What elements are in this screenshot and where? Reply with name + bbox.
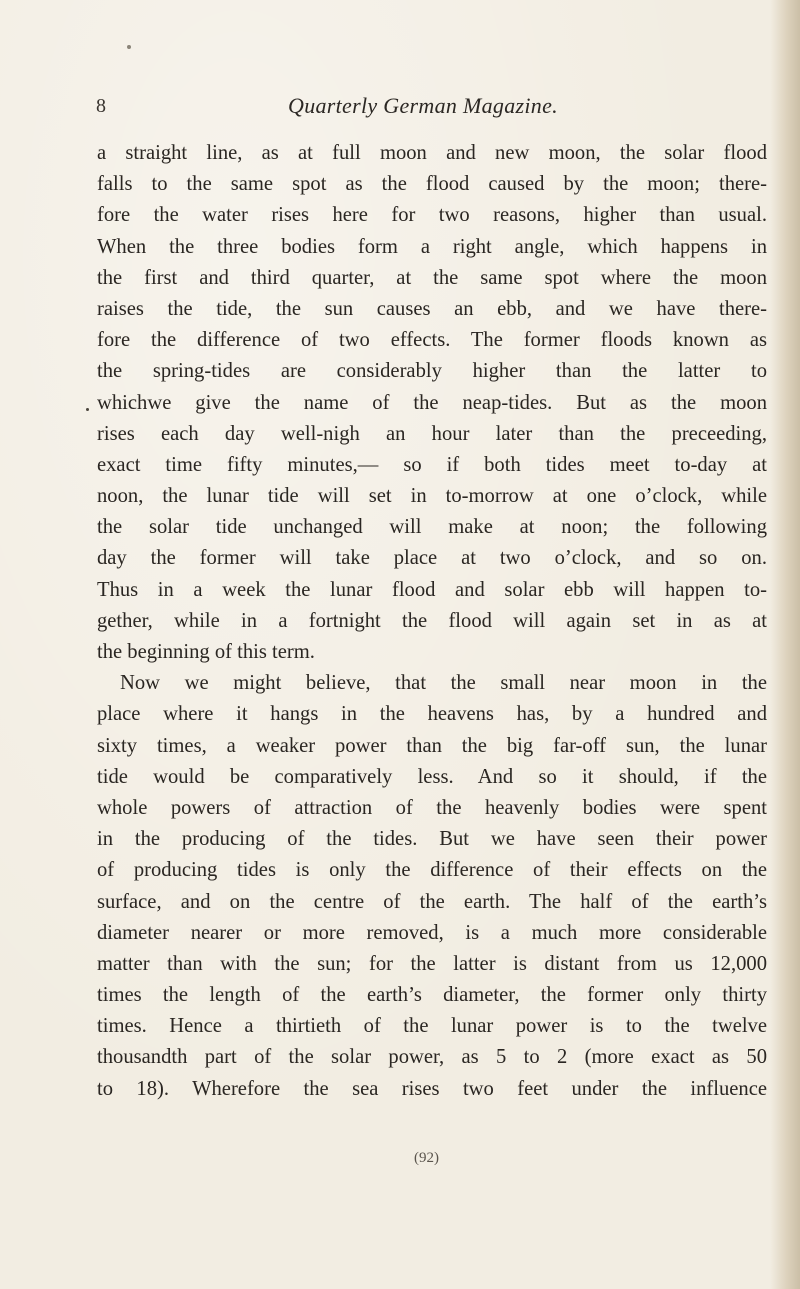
body-text [97, 138, 767, 1105]
text-line: rises each day well-nigh an hour later than the preceeding, [97, 422, 767, 445]
text-line: matter than with the sun; for the latter is distant from us 12,000 [97, 952, 767, 975]
text-line: the beginning of this term. [97, 641, 315, 663]
paragraph [97, 138, 767, 668]
signature-mark: (92) [414, 1150, 439, 1166]
text-line: whichwe give the name of the neap-tides. But as the moon [97, 391, 767, 414]
page-header [96, 94, 746, 124]
text-line: exact time fifty minutes,— so if both tides meet to-day at [97, 453, 767, 476]
text-line: times. Hence a thirtieth of the lunar power is to the twelve [97, 1015, 767, 1038]
text-line: diameter nearer or more removed, is a much more considerable [97, 921, 767, 944]
text-line: place where it hangs in the heavens has, by a hundred and [97, 703, 767, 726]
margin-mark [86, 408, 89, 411]
page-number: 8 [96, 95, 106, 117]
text-line: times the length of the earth’s diameter, the former only thirty [97, 984, 767, 1007]
text-line: Thus in a week the lunar flood and solar ebb will happen to- [97, 578, 767, 601]
text-line: in the producing of the tides. But we have seen their power [97, 828, 767, 851]
text-line: the spring-tides are considerably higher than the latter to [97, 360, 767, 383]
text-line: surface, and on the centre of the earth. The half of the earth’s [97, 890, 767, 913]
text-line: sixty times, a weaker power than the big far-off sun, the lunar [97, 734, 767, 757]
text-line: thousandth part of the solar power, as 5 to 2 (more exact as 50 [97, 1046, 767, 1069]
text-line: noon, the lunar tide will set in to-morrow at one o’clock, while [97, 485, 767, 508]
running-head: Quarterly German Magazine. [288, 93, 558, 118]
text-line: tide would be comparatively less. And so it should, if the [97, 765, 767, 788]
text-line: gether, while in a fortnight the flood will again set in as at [97, 609, 767, 632]
text-line: whole powers of attraction of the heavenly bodies were spent [97, 796, 767, 819]
text-line: of producing tides is only the difference of their effects on the [97, 859, 767, 882]
text-line: the solar tide unchanged will make at noon; the following [97, 516, 767, 539]
text-line: day the former will take place at two o’clock, and so on. [97, 547, 767, 570]
paragraph [97, 668, 767, 1105]
text-line: When the three bodies form a right angle, which happens in [97, 235, 767, 258]
text-line: fore the difference of two effects. The former floods known as [97, 329, 767, 352]
text-line: Now we might believe, that the small near moon in the [120, 672, 767, 695]
text-line: raises the tide, the sun causes an ebb, and we have there- [97, 297, 767, 320]
text-line: fore the water rises here for two reasons, higher than usual. [97, 204, 767, 227]
paper-speck [127, 45, 131, 49]
text-line: a straight line, as at full moon and new moon, the solar flood [97, 142, 767, 164]
text-line: to 18). Wherefore the sea rises two feet under the influence [97, 1077, 767, 1100]
text-line: the first and third quarter, at the same spot where the moon [97, 266, 767, 289]
page-edge-shadow [770, 0, 800, 1289]
text-line: falls to the same spot as the flood caused by the moon; there- [97, 173, 767, 196]
